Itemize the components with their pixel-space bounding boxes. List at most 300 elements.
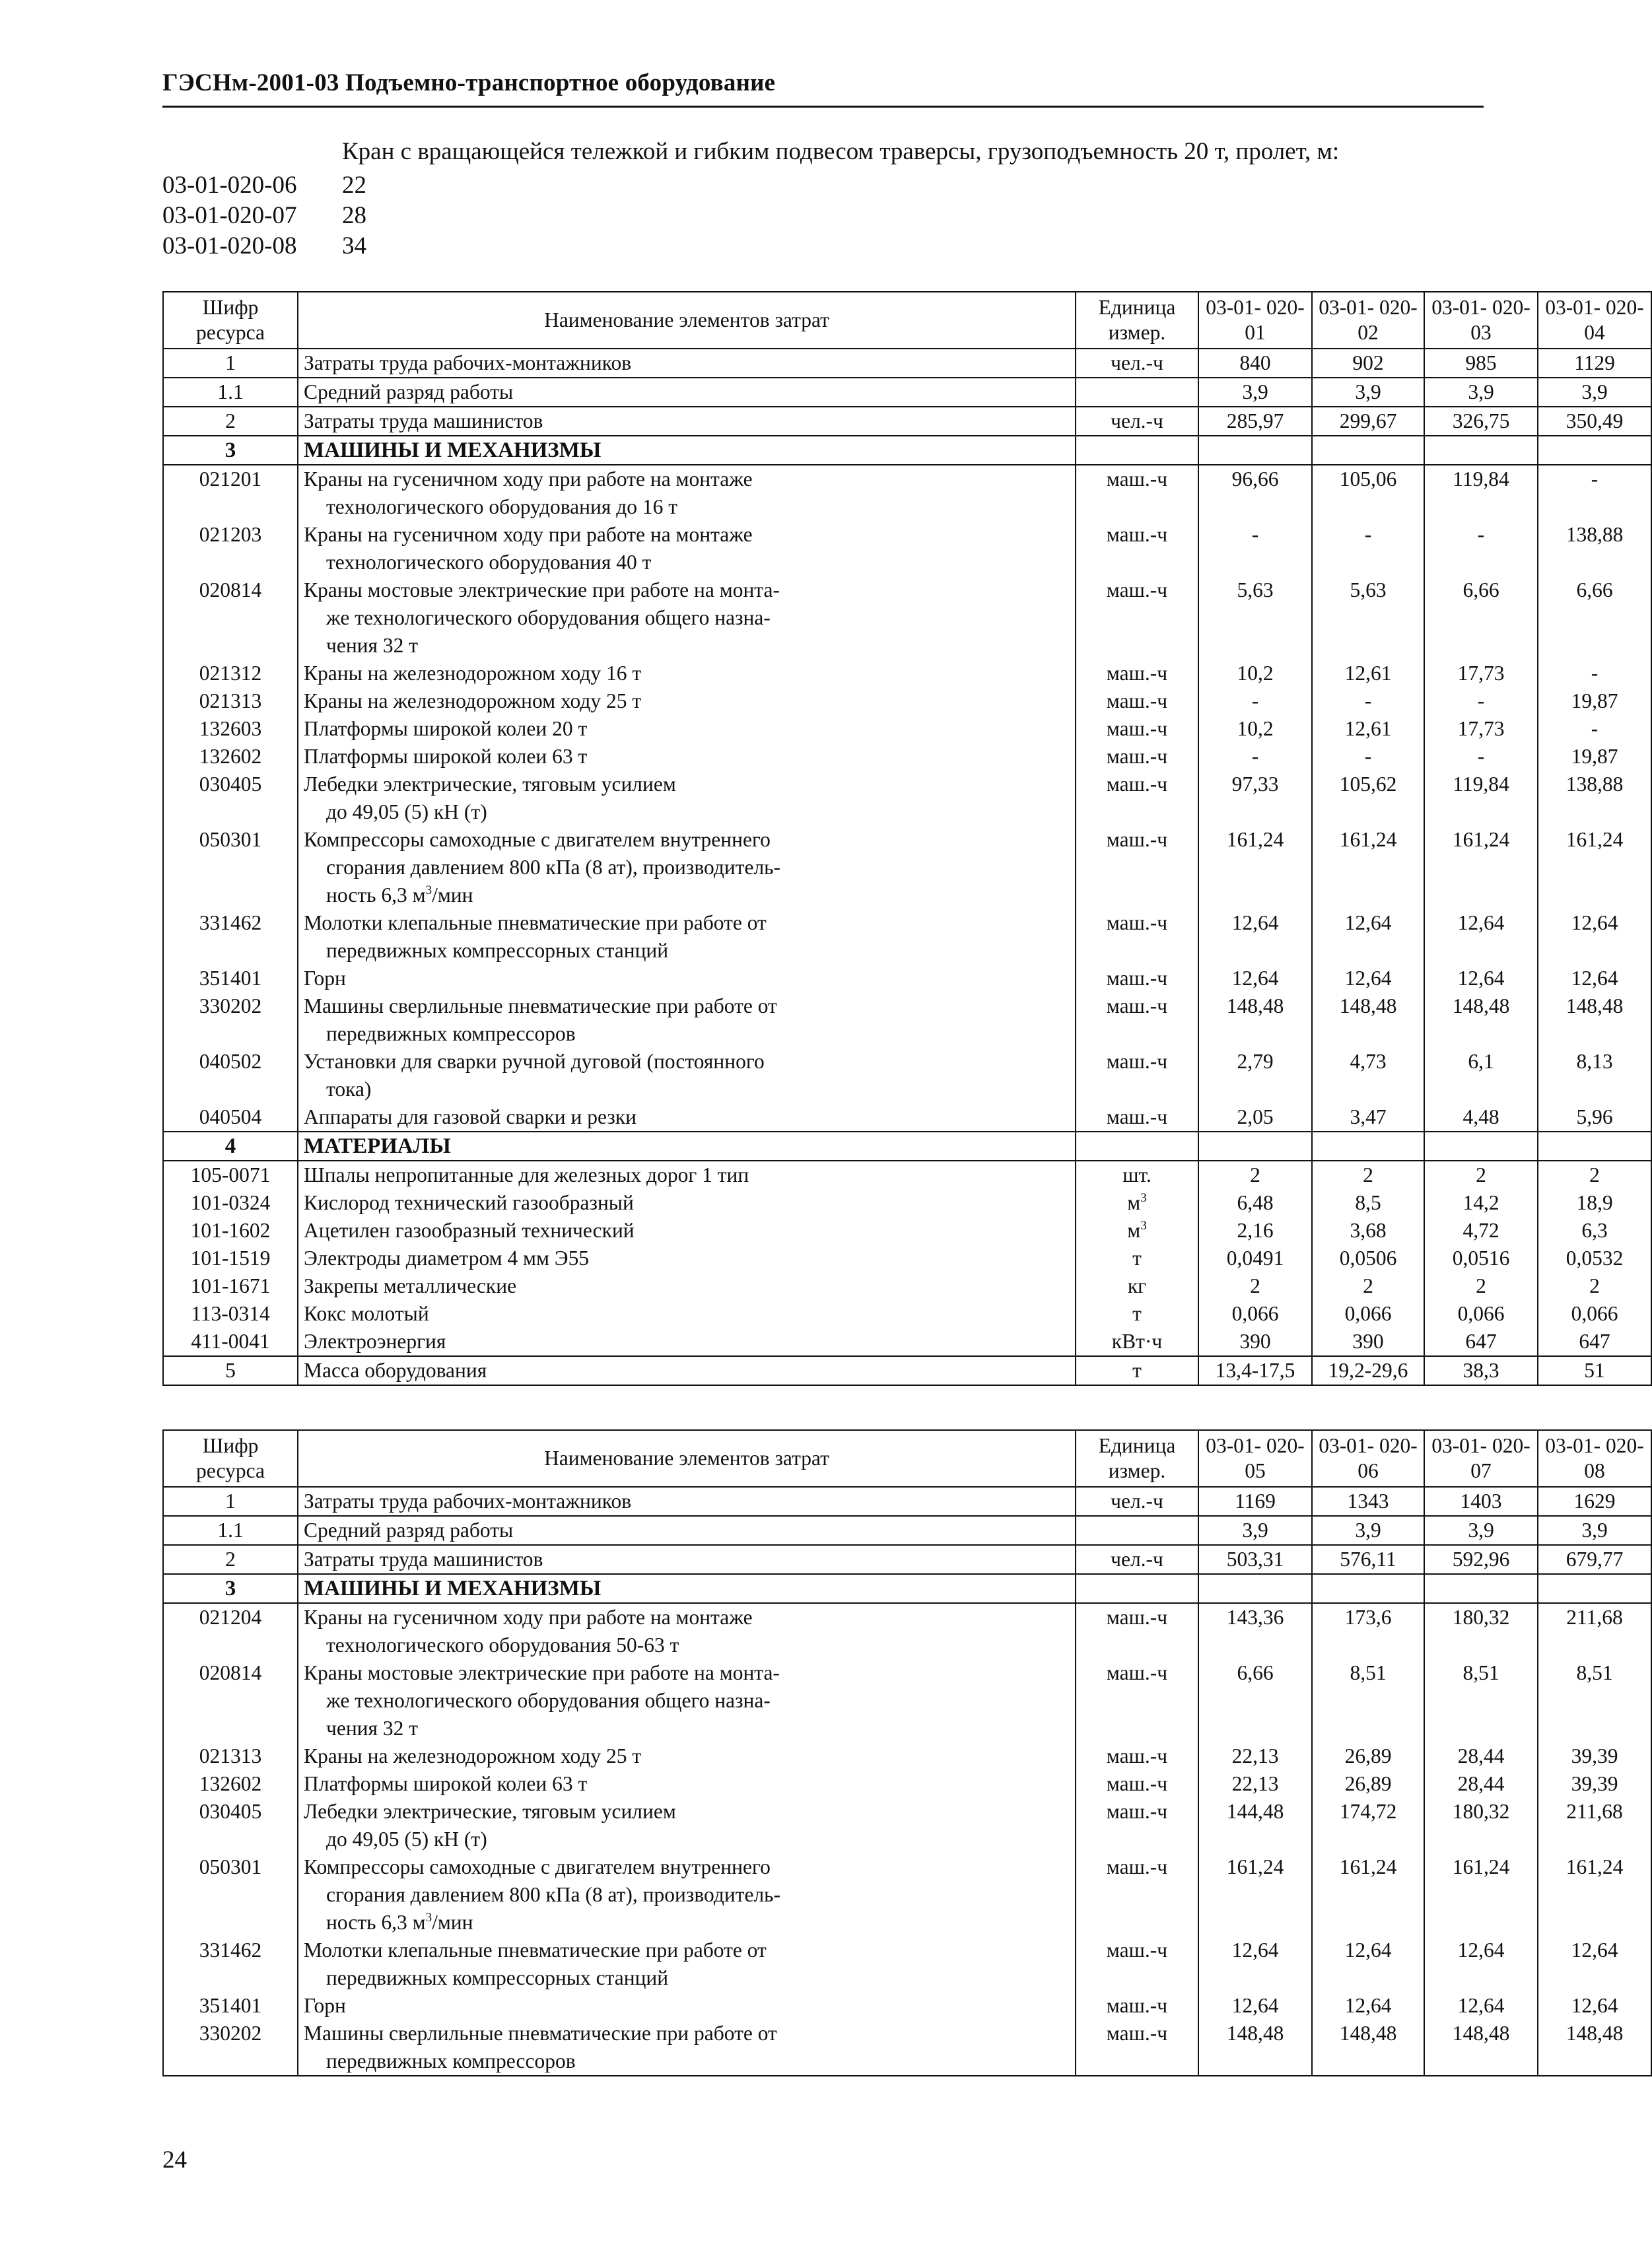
norm-value: 18,9 [1538,1189,1651,1217]
resource-table-1 [162,291,1652,1386]
norm-value [1198,436,1312,465]
norm-value: - [1424,687,1538,715]
table-row [163,1853,1651,1936]
norm-value: 0,0516 [1424,1245,1538,1272]
norm-value: 12,64 [1424,965,1538,992]
cost-element-name-line: чения 32 т [326,1717,419,1740]
norm-value: 3,9 [1312,1516,1424,1545]
resource-code: 331462 [163,1936,298,1992]
norm-value: 51 [1538,1356,1651,1385]
norm-value: 180,32 [1424,1603,1538,1659]
resource-code: 050301 [163,1853,298,1936]
norm-value: 10,2 [1198,660,1312,687]
cost-element-name-line: Установки для сварки ручной дуговой (постоянного [304,1050,765,1073]
norm-value: 12,64 [1538,965,1651,992]
cost-element-name [298,992,1076,1048]
intro-code-row [162,201,366,231]
norm-value: 3,9 [1198,378,1312,407]
norm-value: 26,89 [1312,1742,1424,1770]
unit-of-measure: маш.-ч [1076,1770,1198,1798]
norm-value [1424,436,1538,465]
norm-value: 13,4-17,5 [1198,1356,1312,1385]
unit-of-measure: маш.-ч [1076,909,1198,965]
resource-code: 331462 [163,909,298,965]
norm-value: 148,48 [1198,992,1312,1048]
norm-value: 12,64 [1538,909,1651,965]
norm-value: 2 [1538,1272,1651,1300]
resource-code: 330202 [163,992,298,1048]
norm-value: - [1312,521,1424,576]
norm-value [1312,1574,1424,1603]
header-norm-code: 03-01- 020-08 [1538,1430,1651,1487]
unit-of-measure: маш.-ч [1076,1853,1198,1936]
table-row [163,1189,1651,1217]
cost-element-name-line: Затраты труда рабочих-монтажников [304,1490,632,1513]
unit-of-measure: маш.-ч [1076,771,1198,826]
cost-element-name-line: сгорания давлением 800 кПа (8 ат), производитель- [326,1883,781,1906]
table-row [163,407,1651,436]
norm-value: 161,24 [1424,826,1538,909]
cost-element-name [298,1603,1076,1659]
table-row [163,378,1651,407]
cost-element-name-line: ность 6,3 $м^3$/мин [326,1911,473,1934]
norm-value: 19,2-29,6 [1312,1356,1424,1385]
cost-element-name [298,660,1076,687]
norm-value: 647 [1538,1328,1651,1356]
cost-element-name [298,715,1076,743]
cost-element-name-line: Шпалы непропитанные для железных дорог 1 тип [304,1163,749,1186]
norm-value: 679,77 [1538,1545,1651,1574]
norm-value: 1403 [1424,1487,1538,1516]
table-row [163,1770,1651,1798]
norm-value [1198,1574,1312,1603]
resource-code: 1.1 [163,378,298,407]
table-row [163,1245,1651,1272]
norm-value: 390 [1312,1328,1424,1356]
table-section-row [163,1574,1651,1603]
norm-value: 2 [1198,1272,1312,1300]
cost-element-name [298,687,1076,715]
norm-value: 12,64 [1312,1936,1424,1992]
norm-value: 3,47 [1312,1103,1424,1132]
norm-value: 38,3 [1424,1356,1538,1385]
resource-code: 1 [163,349,298,378]
header-rule [162,106,1484,108]
norm-value: 503,31 [1198,1545,1312,1574]
table-header-row [163,292,1651,349]
cost-element-name [298,349,1076,378]
resource-code: 101-1602 [163,1217,298,1245]
norm-value: 174,72 [1312,1798,1424,1853]
norm-value: 0,0532 [1538,1245,1651,1272]
norm-value: - [1424,521,1538,576]
header-resource-code: Шифр ресурса [163,292,298,349]
cost-element-name-line: Машины сверлильные пневматические при работе от [304,2022,777,2045]
norm-value: 8,5 [1312,1189,1424,1217]
resource-code: 5 [163,1356,298,1385]
resource-code: 1 [163,1487,298,1516]
cost-element-name-line: передвижных компрессорных станций [326,939,669,962]
cost-element-name [298,2020,1076,2076]
unit-of-measure: маш.-ч [1076,465,1198,521]
unit-of-measure [1076,436,1198,465]
cost-element-name [298,1132,1076,1161]
unit-of-measure: маш.-ч [1076,965,1198,992]
cost-element-name [298,771,1076,826]
table-row [163,715,1651,743]
cost-element-name [298,521,1076,576]
norm-value: 8,51 [1312,1659,1424,1742]
table-row [163,1048,1651,1103]
cost-element-name [298,436,1076,465]
table-row [163,1300,1651,1328]
unit-of-measure: маш.-ч [1076,1048,1198,1103]
cost-element-name-line: Закрепы металлические [304,1274,517,1297]
unit-of-measure: т [1076,1300,1198,1328]
unit-of-measure [1076,1132,1198,1161]
norm-value: 8,51 [1424,1659,1538,1742]
intro-code: 03-01-020-06 [162,172,297,199]
table-row [163,349,1651,378]
norm-value: - [1538,660,1651,687]
norm-value: 1343 [1312,1487,1424,1516]
intro-code: 03-01-020-08 [162,232,297,259]
norm-value: 2 [1538,1161,1651,1189]
header-unit: Единица измер. [1076,1430,1198,1487]
cost-element-name-line: технологического оборудования 50-63 т [326,1633,679,1657]
cost-element-name [298,1936,1076,1992]
cost-element-name-line: МАШИНЫ И МЕХАНИЗМЫ [304,438,602,462]
norm-value: 12,64 [1312,1992,1424,2020]
cost-element-name-line: тока) [326,1078,372,1101]
unit-of-measure: $м^3$ [1076,1189,1198,1217]
table-row [163,1217,1651,1245]
unit-of-measure: т [1076,1356,1198,1385]
norm-value: 3,9 [1198,1516,1312,1545]
cost-element-name-line: Платформы широкой колеи 20 т [304,717,588,740]
cost-element-name [298,407,1076,436]
cost-element-name-line: Затраты труда машинистов [304,1548,543,1571]
cost-element-name [298,1328,1076,1356]
unit-of-measure: чел.-ч [1076,1545,1198,1574]
norm-value: 14,2 [1424,1189,1538,1217]
resource-code: 2 [163,1545,298,1574]
table-row [163,1516,1651,1545]
cost-element-name [298,1272,1076,1300]
table-section-row [163,436,1651,465]
cost-element-name-line: же технологического оборудования общего назна- [326,606,771,629]
cost-element-name [298,1516,1076,1545]
intro-description: Кран с вращающейся тележкой и гибким подвесом траверсы, грузоподъемность 20 т, пролет, м: [342,138,1340,165]
norm-value: 5,63 [1198,576,1312,660]
cost-element-name-line: сгорания давлением 800 кПа (8 ат), производитель- [326,856,781,879]
header-norm-code: 03-01- 020-03 [1424,292,1538,349]
norm-value: 22,13 [1198,1742,1312,1770]
cost-element-name [298,1300,1076,1328]
table-row [163,1603,1651,1659]
norm-value: 2 [1312,1272,1424,1300]
resource-code: 132602 [163,1770,298,1798]
table-row [163,687,1651,715]
norm-value: 180,32 [1424,1798,1538,1853]
cost-element-name-line: передвижных компрессоров [326,2049,576,2073]
cost-element-name-line: Краны на гусеничном ходу при работе на монтаже [304,1606,753,1629]
norm-value: 12,64 [1538,1936,1651,1992]
norm-value: 6,48 [1198,1189,1312,1217]
unit-of-measure: маш.-ч [1076,715,1198,743]
norm-value: 161,24 [1198,1853,1312,1936]
norm-value: 985 [1424,349,1538,378]
norm-value: 0,0491 [1198,1245,1312,1272]
norm-value [1198,1132,1312,1161]
header-norm-code: 03-01- 020-05 [1198,1430,1312,1487]
resource-code: 021313 [163,687,298,715]
norm-value: 26,89 [1312,1770,1424,1798]
resource-code: 3 [163,1574,298,1603]
resource-code: 020814 [163,1659,298,1742]
norm-value: 8,13 [1538,1048,1651,1103]
norm-value: 119,84 [1424,771,1538,826]
cost-element-name [298,576,1076,660]
cost-element-name [298,1659,1076,1742]
cost-element-name-line: ность 6,3 $м^3$/мин [326,883,473,907]
norm-value: 148,48 [1198,2020,1312,2076]
intro-code-list [162,170,366,261]
norm-value: 576,11 [1312,1545,1424,1574]
resource-code: 1.1 [163,1516,298,1545]
header-norm-code: 03-01- 020-02 [1312,292,1424,349]
norm-value: 3,9 [1312,378,1424,407]
norm-value: - [1198,687,1312,715]
norm-value: - [1312,743,1424,771]
table-row [163,465,1651,521]
norm-value: - [1424,743,1538,771]
cost-element-name [298,1048,1076,1103]
norm-value [1424,1574,1538,1603]
norm-value: 2 [1424,1161,1538,1189]
norm-value: 39,39 [1538,1742,1651,1770]
norm-value: 148,48 [1312,2020,1424,2076]
resource-code: 040504 [163,1103,298,1132]
norm-value: 6,66 [1424,576,1538,660]
cost-element-name-line: передвижных компрессоров [326,1022,576,1045]
header-cost-element-name: Наименование элементов затрат [298,292,1076,349]
resource-code: 040502 [163,1048,298,1103]
norm-value: 161,24 [1198,826,1312,909]
cost-element-name [298,1103,1076,1132]
norm-value: 3,9 [1424,1516,1538,1545]
unit-of-measure: маш.-ч [1076,687,1198,715]
unit-of-measure: маш.-ч [1076,1659,1198,1742]
cost-element-name-line: Краны на железнодорожном ходу 16 т [304,662,642,685]
norm-value: 2 [1424,1272,1538,1300]
resource-code: 101-1671 [163,1272,298,1300]
norm-value: 902 [1312,349,1424,378]
norm-value: 6,1 [1424,1048,1538,1103]
norm-value [1312,436,1424,465]
resource-code: 411-0041 [163,1328,298,1356]
cost-element-name-line: Молотки клепальные пневматические при работе от [304,911,767,934]
table-row [163,1356,1651,1385]
table-row [163,1545,1651,1574]
cost-element-name-line: Кокс молотый [304,1302,429,1325]
cost-element-name-line: Краны мостовые электрические при работе на монта- [304,1661,780,1684]
norm-value: 138,88 [1538,771,1651,826]
norm-value: 96,66 [1198,465,1312,521]
cost-element-name [298,1992,1076,2020]
norm-value [1538,1574,1651,1603]
norm-value: 148,48 [1424,992,1538,1048]
intro-span-value: 34 [342,232,366,259]
table-row [163,826,1651,909]
resource-code: 021313 [163,1742,298,1770]
cost-element-name [298,826,1076,909]
resource-code: 101-0324 [163,1189,298,1217]
norm-value [1538,1132,1651,1161]
unit-of-measure: маш.-ч [1076,1103,1198,1132]
unit-of-measure: маш.-ч [1076,743,1198,771]
cost-element-name-line: Лебедки электрические, тяговым усилием [304,1800,676,1823]
cost-element-name-line: Платформы широкой колеи 63 т [304,745,588,768]
norm-value: 211,68 [1538,1603,1651,1659]
table-section-row [163,1132,1651,1161]
cost-element-name-line: Краны мостовые электрические при работе на монта- [304,578,780,601]
cost-element-name-line: чения 32 т [326,634,419,657]
norm-value: 2,16 [1198,1217,1312,1245]
norm-value: 10,2 [1198,715,1312,743]
norm-value: 161,24 [1538,1853,1651,1936]
norm-value: 143,36 [1198,1603,1312,1659]
cost-element-name [298,965,1076,992]
unit-of-measure: маш.-ч [1076,992,1198,1048]
norm-value: 97,33 [1198,771,1312,826]
norm-value: 12,64 [1198,965,1312,992]
table-row [163,1328,1651,1356]
norm-value: 326,75 [1424,407,1538,436]
cost-element-name [298,1189,1076,1217]
cost-element-name [298,743,1076,771]
norm-value: 3,68 [1312,1217,1424,1245]
table-row [163,1161,1651,1189]
norm-value: 148,48 [1538,992,1651,1048]
resource-code: 132603 [163,715,298,743]
table-row [163,521,1651,576]
cost-element-name [298,1853,1076,1936]
unit-of-measure: $м^3$ [1076,1217,1198,1245]
norm-value: 19,87 [1538,687,1651,715]
header-resource-code: Шифр ресурса [163,1430,298,1487]
unit-of-measure: маш.-ч [1076,1742,1198,1770]
unit-of-measure: маш.-ч [1076,1936,1198,1992]
intro-span-value: 22 [342,172,366,199]
norm-value: - [1538,465,1651,521]
table-row [163,1742,1651,1770]
cost-element-name-line: Компрессоры самоходные с двигателем внутреннего [304,828,771,851]
unit-of-measure: шт. [1076,1161,1198,1189]
table-row [163,992,1651,1048]
cost-element-name [298,465,1076,521]
norm-value: 4,73 [1312,1048,1424,1103]
unit-of-measure: чел.-ч [1076,407,1198,436]
cost-element-name-line: Платформы широкой колеи 63 т [304,1772,588,1795]
norm-value: 285,97 [1198,407,1312,436]
intro-span-value: 28 [342,202,366,229]
table-row [163,2020,1651,2076]
resource-code: 105-0071 [163,1161,298,1189]
resource-code: 021203 [163,521,298,576]
resource-code: 021312 [163,660,298,687]
norm-value: - [1312,687,1424,715]
unit-of-measure: т [1076,1245,1198,1272]
table-row [163,1798,1651,1853]
norm-value: 17,73 [1424,660,1538,687]
norm-value: 12,64 [1312,909,1424,965]
table-row [163,1659,1651,1742]
norm-value: 12,64 [1198,1936,1312,1992]
norm-value: 390 [1198,1328,1312,1356]
unit-of-measure: чел.-ч [1076,349,1198,378]
cost-element-name-line: передвижных компрессорных станций [326,1966,669,1989]
table-row [163,1936,1651,1992]
norm-value: - [1538,715,1651,743]
cost-element-name-line: до 49,05 (5) кН (т) [326,800,487,823]
cost-element-name-line: Горн [304,1994,346,2017]
norm-value: - [1198,743,1312,771]
norm-value: 840 [1198,349,1312,378]
norm-value: 105,06 [1312,465,1424,521]
unit-of-measure [1076,1574,1198,1603]
cost-element-name-line: же технологического оборудования общего назна- [326,1689,771,1712]
norm-value: 144,48 [1198,1798,1312,1853]
cost-element-name-line: Аппараты для газовой сварки и резки [304,1105,637,1128]
norm-value: 148,48 [1424,2020,1538,2076]
norm-value: 2 [1198,1161,1312,1189]
norm-value: 1129 [1538,349,1651,378]
table-row [163,1487,1651,1516]
norm-value: 0,066 [1198,1300,1312,1328]
norm-value: 0,066 [1312,1300,1424,1328]
norm-value: 12,61 [1312,715,1424,743]
resource-code: 030405 [163,771,298,826]
norm-value: 12,64 [1424,1992,1538,2020]
unit-of-measure: маш.-ч [1076,576,1198,660]
cost-element-name-line: МАТЕРИАЛЫ [304,1134,451,1158]
norm-value: 22,13 [1198,1770,1312,1798]
norm-value: 6,66 [1198,1659,1312,1742]
resource-table-2 [162,1429,1652,2076]
cost-element-name [298,1217,1076,1245]
norm-value: 161,24 [1312,826,1424,909]
cost-element-name [298,1545,1076,1574]
norm-value: 3,9 [1538,1516,1651,1545]
cost-element-name [298,1798,1076,1853]
norm-value: 17,73 [1424,715,1538,743]
resource-code: 351401 [163,1992,298,2020]
norm-value: 148,48 [1538,2020,1651,2076]
table-row [163,576,1651,660]
unit-of-measure: маш.-ч [1076,2020,1198,2076]
norm-value: 1169 [1198,1487,1312,1516]
resource-code: 3 [163,436,298,465]
header-unit: Единица измер. [1076,292,1198,349]
norm-value: 12,64 [1424,1936,1538,1992]
table-row [163,660,1651,687]
cost-element-name-line: Машины сверлильные пневматические при работе от [304,994,777,1017]
norm-value: 592,96 [1424,1545,1538,1574]
norm-value: 4,48 [1424,1103,1538,1132]
cost-element-name-line: Молотки клепальные пневматические при работе от [304,1938,767,1962]
table-row [163,1272,1651,1300]
